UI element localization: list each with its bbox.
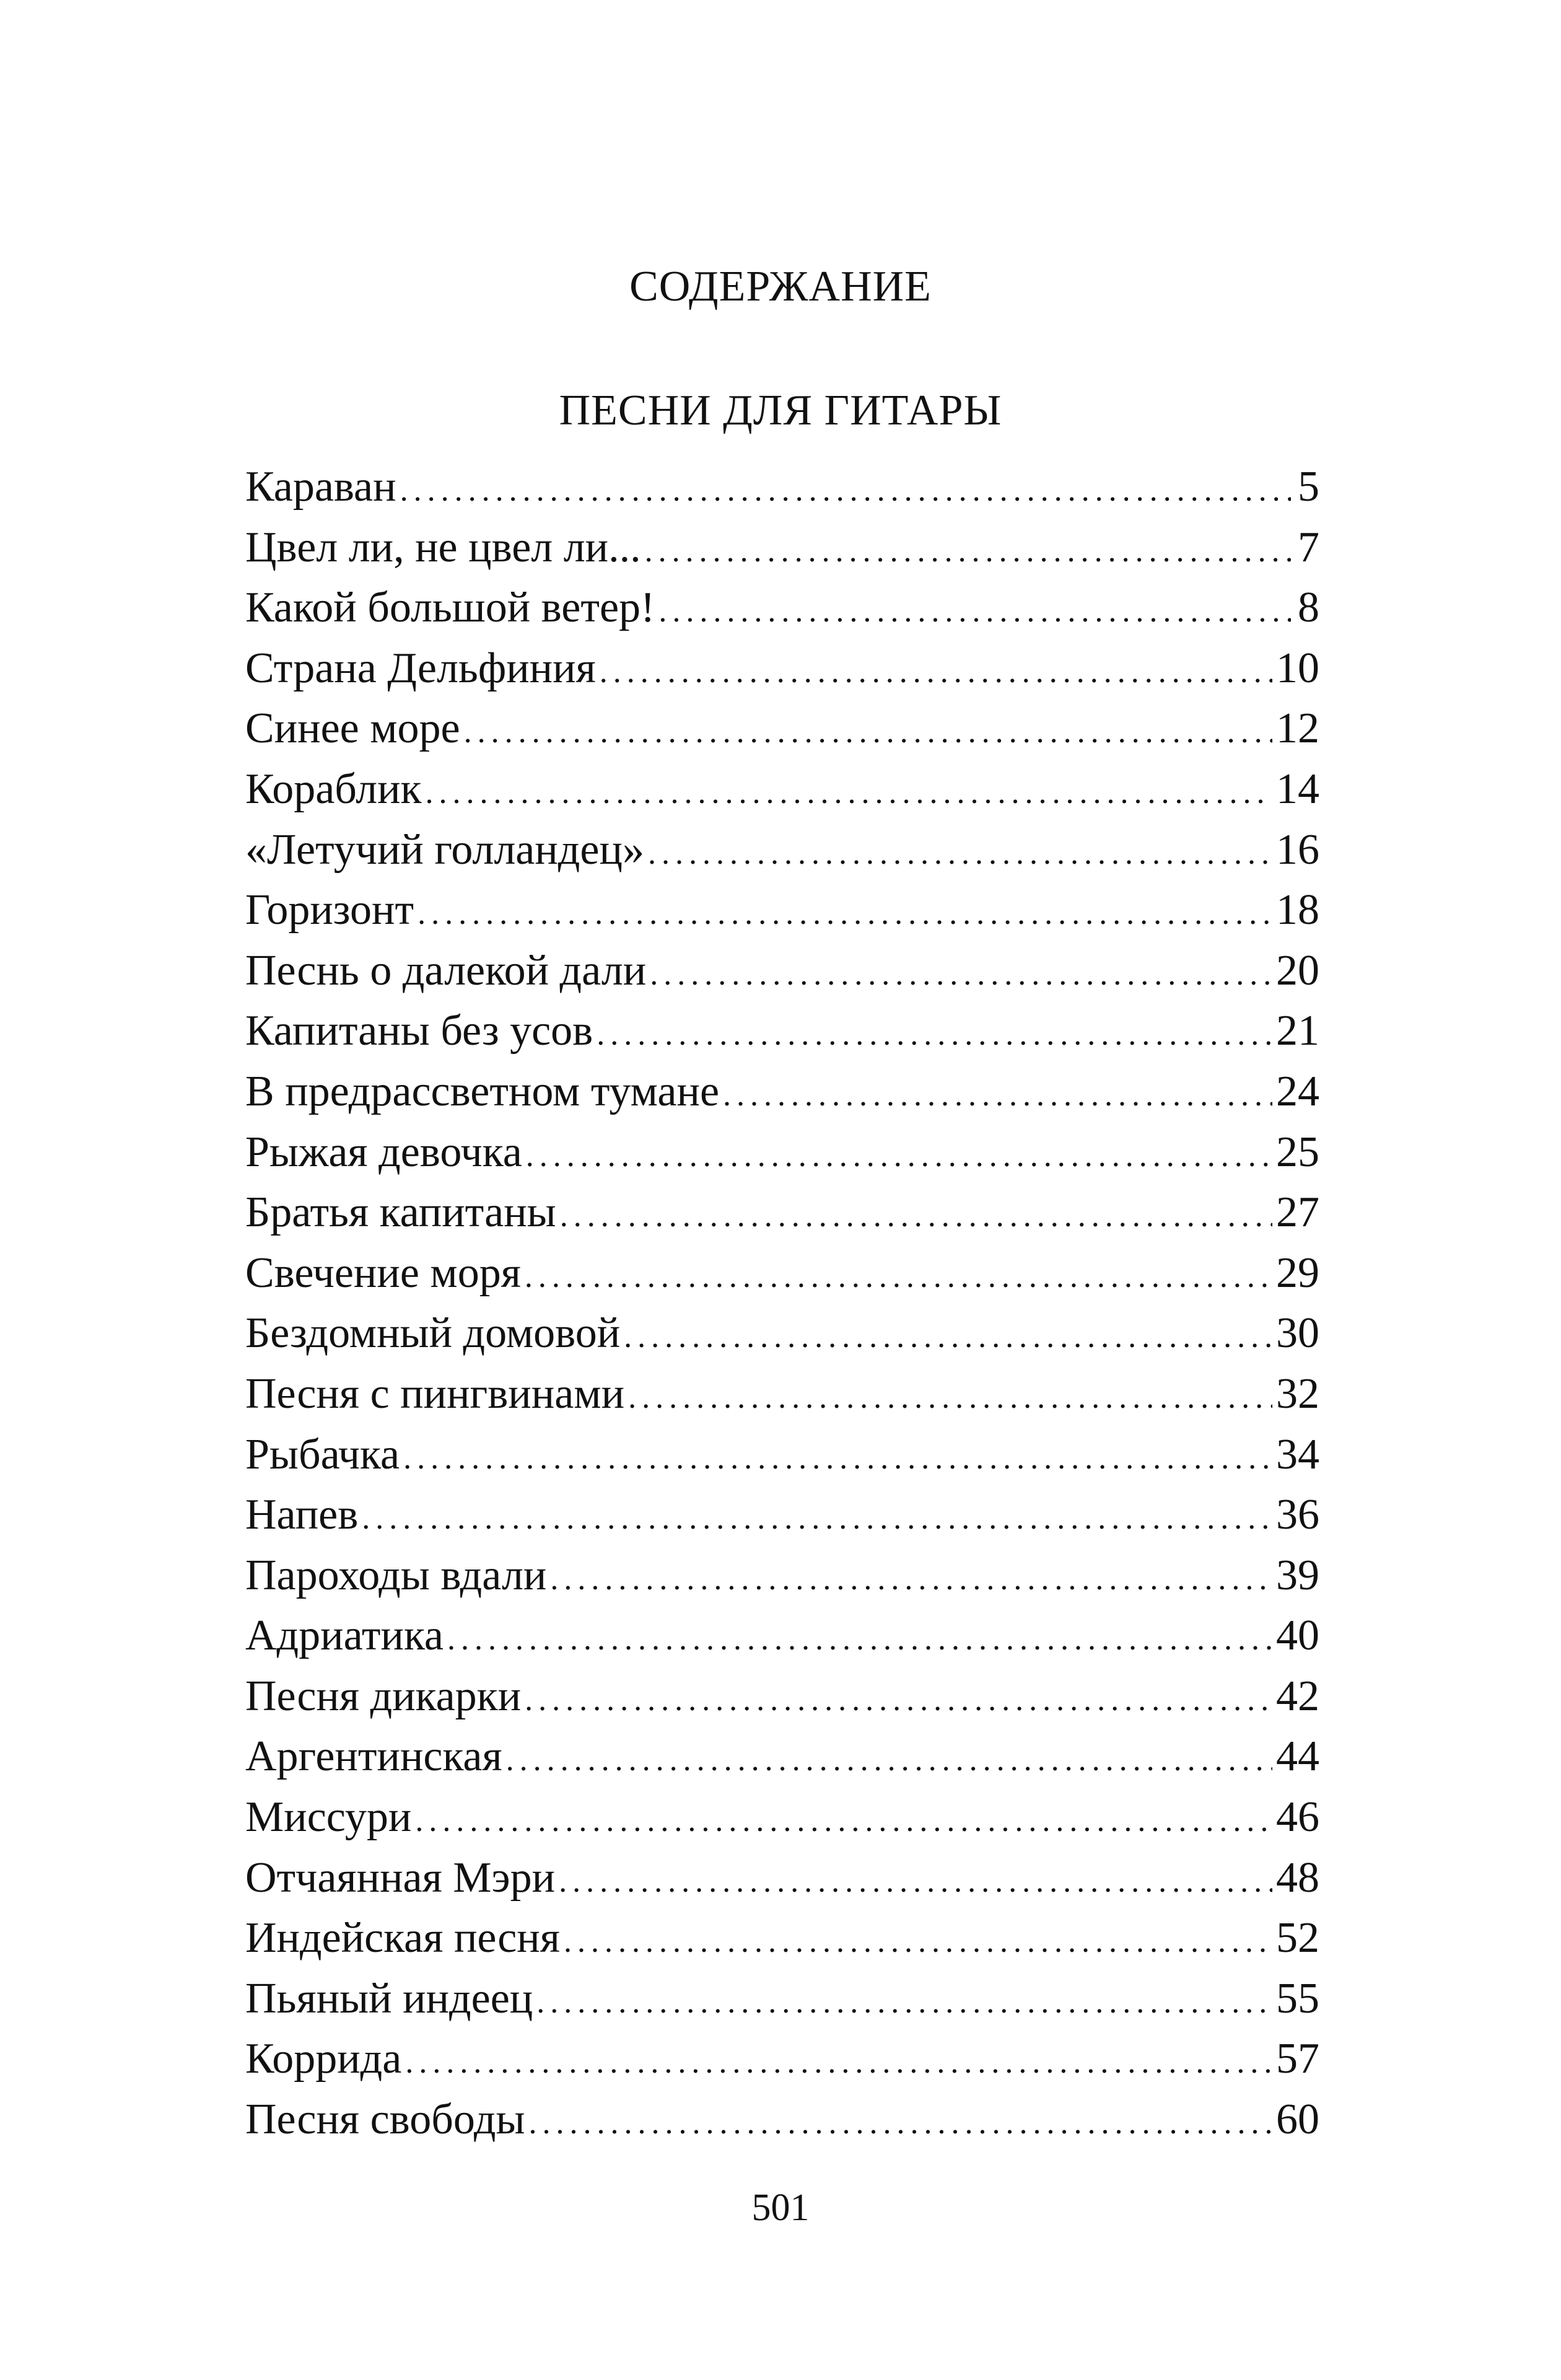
dot-leader [405,2032,1272,2093]
section-title: ПЕСНИ ДЛЯ ГИТАРЫ [559,387,1002,434]
toc-entry-title: Песня с пингвинами [245,1369,625,1418]
toc-entry-title: Коррида [245,2035,402,2083]
toc-entry-page: 27 [1276,1188,1319,1237]
toc-entry [245,457,1319,517]
toc-entry-page: 32 [1276,1369,1319,1418]
toc-entry-title: Отчаянная Мэри [245,1853,556,1902]
toc-entry-page: 34 [1276,1430,1319,1478]
dot-leader [526,1126,1272,1187]
dot-leader [362,1488,1272,1549]
toc-entry [245,820,1319,880]
toc-entry [245,698,1319,759]
toc-entry-page: 57 [1276,2035,1319,2083]
toc-entry [245,577,1319,638]
toc-entry-page: 55 [1276,1974,1319,2022]
toc-entry-title: Песня свободы [245,2096,525,2144]
toc-entry-page: 39 [1276,1551,1319,1599]
toc-entry-page: 24 [1276,1067,1319,1115]
toc-entry-title: Горизонт [245,886,414,934]
toc-entry-title: Рыжая девочка [245,1128,522,1176]
toc-entry-page: 8 [1298,584,1319,632]
toc-entry-title: Цвел ли, не цвел ли... [245,523,641,571]
dot-leader [658,581,1291,642]
toc-entry-page: 14 [1276,765,1319,813]
dot-leader [597,1004,1272,1065]
toc-entry-title: Песня дикарки [245,1672,522,1720]
toc-entry [245,1243,1319,1304]
dot-leader [400,460,1291,521]
dot-leader [645,521,1291,582]
dot-leader [600,642,1272,703]
toc-entry [245,1848,1319,1908]
toc-entry-page: 5 [1298,463,1319,511]
dot-leader [628,1368,1272,1428]
toc-entry-title: Капитаны без усов [245,1007,593,1055]
toc-entry [245,1061,1319,1122]
toc-entry [245,941,1319,1001]
dot-leader [560,1186,1272,1247]
toc-entry-title: Аргентинская [245,1732,502,1781]
toc-entry [245,1122,1319,1183]
toc-entry-page: 29 [1276,1249,1319,1297]
toc-entry-title: Песнь о далекой дали [245,946,647,995]
toc-entry-title: «Летучий голландец» [245,825,644,874]
toc-entry-title: Свечение моря [245,1249,521,1297]
dot-leader [624,1307,1272,1368]
dot-leader [559,1851,1272,1912]
toc-entry [245,1485,1319,1545]
toc-entry-page: 7 [1298,523,1319,571]
dot-leader [528,2093,1272,2154]
toc-entry [245,1545,1319,1606]
toc-entry-title: Пьяный индеец [245,1974,533,2022]
toc-entry [245,1969,1319,2029]
dot-leader [506,1730,1272,1791]
dot-leader [550,1549,1272,1610]
dot-leader [525,1670,1272,1731]
toc-entry-title: Кораблик [245,765,422,813]
toc-entry [245,638,1319,699]
toc-entry [245,1001,1319,1061]
toc-entry-title: Братья капитаны [245,1188,556,1237]
toc-entry [245,2029,1319,2089]
toc-entry [245,1605,1319,1666]
toc-entry-title: Напев [245,1491,359,1539]
toc-entry-title: Адриатика [245,1612,444,1660]
toc-entry-title: Индейская песня [245,1914,560,1962]
dot-leader [650,944,1272,1005]
dot-leader [648,823,1272,884]
toc-entry [245,1666,1319,1727]
toc-entry-title: Синее море [245,705,460,753]
toc-entry-page: 20 [1276,946,1319,995]
toc-entry-title: Рыбачка [245,1430,400,1478]
dot-leader [723,1065,1272,1126]
toc-entry-page: 21 [1276,1007,1319,1055]
dot-leader [447,1609,1272,1670]
toc-entry-page: 42 [1276,1672,1319,1720]
toc-entry-page: 44 [1276,1732,1319,1781]
toc-entry-page: 10 [1276,644,1319,692]
dot-leader [564,1912,1272,1972]
dot-leader [415,1791,1272,1851]
toc-entry [245,1182,1319,1243]
dot-leader [418,884,1272,944]
toc-entry-page: 40 [1276,1612,1319,1660]
toc-entry-page: 48 [1276,1853,1319,1902]
toc-entry-title: Бездомный домовой [245,1309,621,1358]
toc-entry-page: 46 [1276,1793,1319,1842]
toc-entry [245,1364,1319,1425]
page-number: 501 [751,2187,810,2229]
toc-entry-page: 25 [1276,1128,1319,1176]
toc-entry [245,1908,1319,1969]
toc-entry [245,880,1319,941]
toc-entry-title: Какой большой ветер! [245,584,655,632]
toc-entry [245,1425,1319,1485]
toc-entry-page: 16 [1276,825,1319,874]
toc-entry-page: 36 [1276,1491,1319,1539]
table-of-contents [245,457,1319,2150]
dot-leader [426,763,1272,823]
toc-entry-title: Страна Дельфиния [245,644,596,692]
toc-entry-title: Караван [245,463,396,511]
toc-entry-title: В предрассветном тумане [245,1067,720,1115]
toc-entry [245,517,1319,578]
toc-entry-page: 60 [1276,2096,1319,2144]
toc-entry-page: 18 [1276,886,1319,934]
toc-entry [245,2089,1319,2150]
contents-heading: СОДЕРЖАНИЕ [629,263,932,310]
dot-leader [536,1972,1272,2033]
toc-entry-title: Пароходы вдали [245,1551,547,1599]
toc-entry-page: 12 [1276,705,1319,753]
toc-entry [245,759,1319,820]
dot-leader [464,702,1272,763]
toc-entry-title: Миссури [245,1793,412,1842]
dot-leader [525,1247,1272,1307]
toc-entry-page: 30 [1276,1309,1319,1358]
toc-entry [245,1726,1319,1787]
toc-entry-page: 52 [1276,1914,1319,1962]
toc-entry [245,1787,1319,1848]
toc-entry [245,1303,1319,1364]
dot-leader [403,1428,1272,1489]
